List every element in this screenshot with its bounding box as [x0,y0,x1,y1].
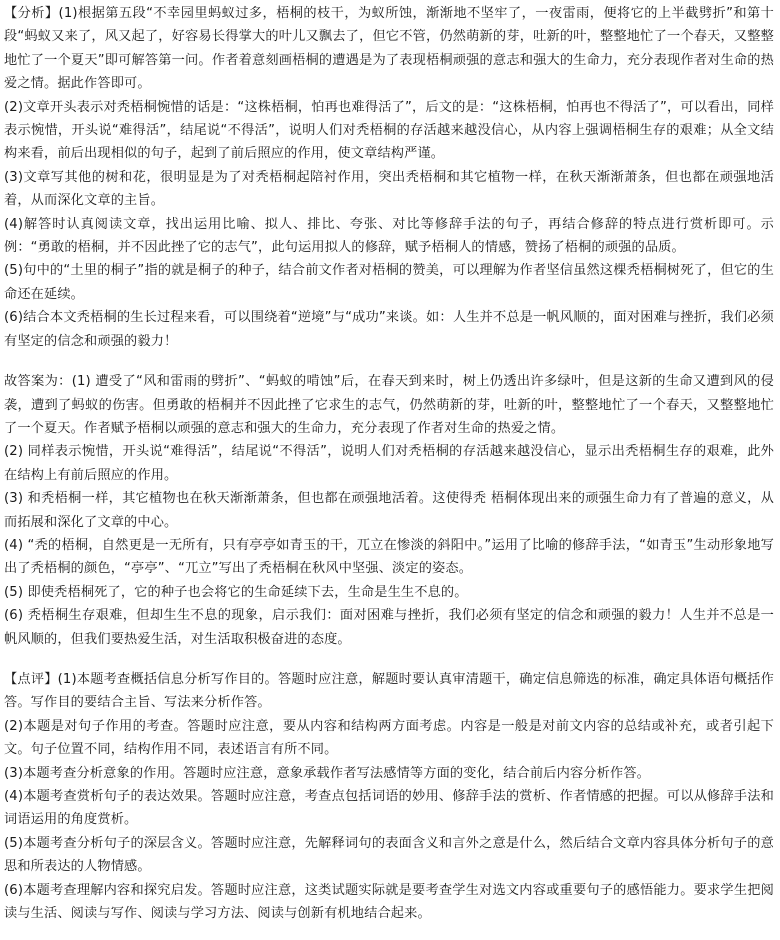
comment-paragraph-1: 【点评】(1)本题考查概括信息分析写作目的。答题时应注意，解题时要认真审清题干，确定信息筛选的标准，确定具体语句概括作答。写作目的要结合主旨、写法来分析作答。 [4,671,774,711]
comment-paragraph-2: (2)本题是对句子作用的考查。答题时应注意，要从内容和结构两方面考虑。内容是一般是对前文内容的总结或补充，或者引起下文。句子位置不同，结构作用不同，表述语言有所不同。 [4,718,774,758]
analysis-paragraph-3: (3)文章写其他的树和花，很明显是为了对秃梧桐起陪衬作用，突出秃梧桐和其它植物一样，在秋天渐渐萧条，但也都在顽强地活着，从而深化文章的主旨。 [4,169,774,209]
answer-paragraph-1: 故答案为：(1) 遭受了“风和雷雨的劈折”、“蚂蚁的啃蚀”后，在春天到来时，树上仍透出许多绿叶，但是这新的生命又遭到风的侵袭，遭到了蚂蚁的伤害。但勇敢的梧桐并不因此挫了它求生的志气，仍然萌新的芽，吐新的叶，整整地忙了一个春天，又整整地忙了一个夏天。作者赋予梧桐以顽强的意志和强大的生命力，充分表现了作者对生命的热爱之情。 [4,374,774,436]
analysis-section [4,2,774,353]
comment-paragraph-5: (5)本题考查分析句子的深层含义。答题时应注意，先解释词句的表面含义和言外之意是什么，然后结合文章内容具体分析句子的意思和所表达的人物情感。 [4,835,774,875]
answer-paragraph-6: (6) 秃梧桐生存艰难，但却生生不息的现象，启示我们：面对困难与挫折，我们必须有坚定的信念和顽强的毅力！人生并不总是一帆风顺的，但我们要热爱生活，对生活取积极奋进的态度。 [4,608,774,647]
analysis-paragraph-5: (5)句中的“土里的桐子”指的就是桐子的种子，结合前文作者对梧桐的赞美，可以理解为作者坚信虽然这棵秃梧桐树死了，但它的生命还在延续。 [4,263,774,302]
comment-paragraph-6: (6)本题考查理解内容和探究启发。答题时应注意，这类试题实际就是要考查学生对选文内容或重要句子的感悟能力。要求学生把阅读与生活、阅读与写作、阅读与学习方法、阅读与创新有机地结合起来。 [4,882,774,922]
comment-paragraph-4: (4)本题考查赏析句子的表达效果。答题时应注意，考查点包括词语的妙用、修辞手法的赏析、作者情感的把握。可以从修辞手法和词语运用的角度赏析。 [4,789,774,828]
answer-paragraph-3: (3) 和秃梧桐一样，其它植物也在秋天渐渐萧条，但也都在顽强地活着。这使得秃 梧桐体现出来的顽强生命力有了普遍的意义，从而拓展和深化了文章的中心。 [4,491,774,530]
analysis-paragraph-6: (6)结合本文秃梧桐的生长过程来看，可以围绕着“逆境”与“成功”来谈。如：人生并不总是一帆风顺的，面对困难与挫折，我们必须有坚定的信念和顽强的毅力！ [4,310,774,349]
answer-paragraph-4: (4) “秃的梧桐，自然更是一无所有，只有亭亭如青玉的干，兀立在惨淡的斜阳中。”运用了比喻的修辞手法，“如青玉”生动形象地写出了秃梧桐的颜色，“亭亭”、“兀立”写出了秃梧桐在秋风中坚强、淡定的姿态。 [4,537,774,577]
analysis-paragraph-2: (2)文章开头表示对秃梧桐惋惜的话是：“这株梧桐，怕再也难得活了”，后文的是：“这株梧桐，怕再也不得活了”，可以看出，同样表示惋惜，开头说“难得活”，结尾说“不得活”，说明人们对秃梧桐的存活越来越没信心，从内容上强调梧桐生存的艰难；从全文结构来看，前后出现相似的句子，起到了前后照应的作用，使文章结构严谨。 [4,99,774,162]
comment-section [4,668,774,925]
answer-section [4,370,774,651]
analysis-paragraph-1: 【分析】(1)根据第五段“不幸园里蚂蚁过多，梧桐的枝干，为蚁所蚀，渐渐地不坚牢了，一夜雷雨，便将它的上半截劈折”和第十段“蚂蚁又来了，风又起了，好容易长得掌大的叶儿又飘去了，但它不管，仍然萌新的芽，吐新的叶，整整地忙了一个春天，又整整地忙了一个夏天”即可解答第一问。作者着意刻画梧桐的遭遇是为了表现梧桐顽强的意志和强大的生命力，充分表现作者对生命的热爱之情。据此作答即可。 [4,6,774,92]
analysis-paragraph-4: (4)解答时认真阅读文章，找出运用比喻、拟人、排比、夸张、对比等修辞手法的句子，再结合修辞的特点进行赏析即可。示例：“勇敢的梧桐，并不因此挫了它的志气”，此句运用拟人的修辞，赋予梧桐人的情感，赞扬了梧桐的顽强的品质。 [4,216,774,256]
answer-paragraph-5: (5) 即使秃梧桐死了，它的种子也会将它的生命延续下去，生命是生生不息的。 [4,584,468,600]
answer-paragraph-2: (2) 同样表示惋惜，开头说“难得活”，结尾说“不得活”，说明人们对秃梧桐的存活越来越没信心，显示出秃梧桐生存的艰难，此外在结构上有前后照应的作用。 [4,444,774,483]
comment-paragraph-3: (3)本题考查分析意象的作用。答题时应注意，意象承载作者写法感情等方面的变化，结合前后内容分析作答。 [4,765,650,781]
